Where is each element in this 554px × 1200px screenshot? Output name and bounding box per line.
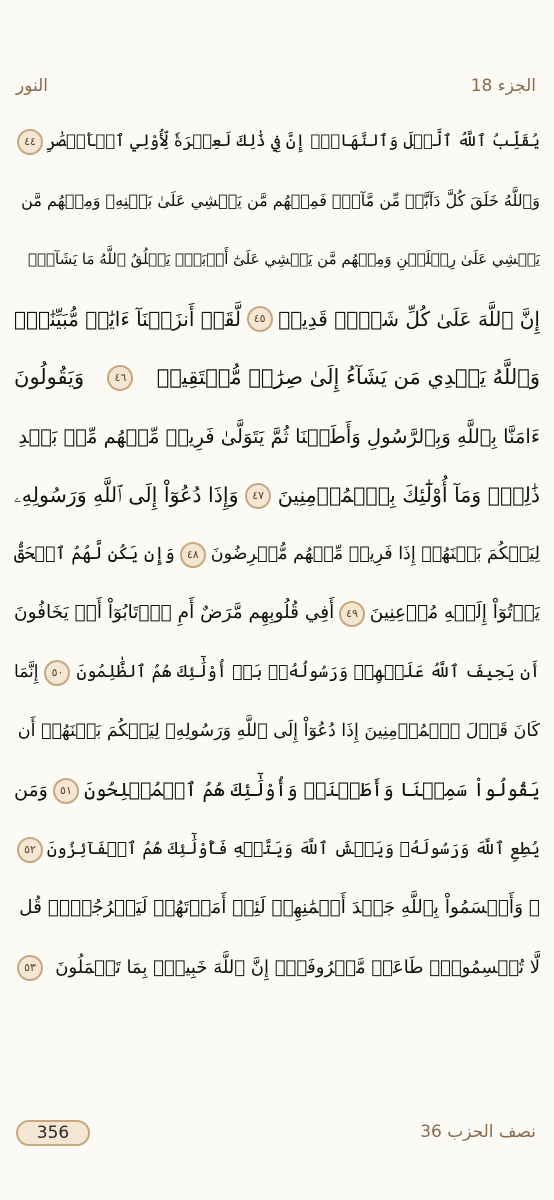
juz-label: الجزء 18 — [470, 76, 536, 96]
ayah-number-marker: ٤٥ — [247, 306, 273, 332]
verse-text: لَّقَدۡ أَنزَلۡنَآ ءَايَٰتٖ مُّبَيِّنَٰتٖۚ — [14, 306, 241, 331]
verse-line — [14, 289, 540, 348]
verse-line — [14, 879, 540, 938]
verse-text: إِنَّ ٱللَّهَ عَلَىٰ كُلِّ شَيۡءٖ قَدِيرٞ — [278, 306, 540, 331]
verse-line — [14, 348, 540, 407]
ayah-number-marker: ٤٩ — [339, 601, 365, 627]
verse-text: وَمَن — [14, 779, 48, 801]
verse-text: يُطِعِ ٱللَّهَ وَرَسُولَهُۥ وَيَخۡشَ ٱللَّهَ وَيَتَّقۡهِ فَأُوْلَٰٓئِكَ هُمُ ٱلۡفَآئِزُونَ — [46, 839, 540, 859]
verse-line — [14, 938, 540, 997]
ayah-number-marker: ٤٧ — [245, 483, 271, 509]
ayah-number-marker: ٥٢ — [17, 837, 43, 863]
verse-text: وَٱللَّهُ خَلَقَ كُلَّ دَآبَّةٖ مِّن مَّآءٖۖ فَمِنۡهُم مَّن يَمۡشِي عَلَىٰ بَطۡنِهِۦ وَمِنۡهُم مَّن — [21, 190, 540, 210]
surah-name: النور — [16, 76, 49, 96]
verse-line — [14, 761, 540, 820]
verse-line — [14, 112, 540, 171]
ayah-number-marker: ٤٨ — [180, 542, 206, 568]
verse-line — [14, 820, 540, 879]
page-number-badge — [16, 1120, 90, 1146]
ayah-number-marker: ٥٣ — [17, 955, 43, 981]
quran-text — [14, 112, 540, 997]
verse-text: وَإِذَا دُعُوٓاْ إِلَى ٱللَّهِ وَرَسُولِهِۦ — [14, 483, 239, 508]
verse-text: يَمۡشِي عَلَىٰ رِجۡلَيۡنِ وَمِنۡهُم مَّن يَمۡشِي عَلَىٰٓ أَرۡبَعٖۚ يَخۡلُقُ ٱللَّهُ مَا يَشَآءُۚ — [28, 250, 540, 268]
verse-text: يُقَلِّبُ ٱللَّهُ ٱلَّيۡلَ وَٱلنَّهَارَۚ إِنَّ فِي ذَٰلِكَ لَعِبۡرَةٗ لِّأُوْلِي ٱلۡأَبۡصَٰرِ — [46, 131, 540, 151]
verse-text: لِيَحۡكُمَ بَيۡنَهُمۡ إِذَا فَرِيقٞ مِّنۡهُم مُّعۡرِضُونَ — [210, 543, 540, 564]
verse-line — [14, 643, 540, 702]
ayah-number-marker: ٥١ — [53, 778, 79, 804]
ayah-number-marker: ٤٦ — [107, 365, 133, 391]
verse-text: ۞ وَأَقۡسَمُواْ بِٱللَّهِ جَهۡدَ أَيۡمَٰنِهِمۡ لَئِنۡ أَمَرۡتَهُمۡ لَيَخۡرُجُنَّۖ قُل — [19, 897, 540, 919]
verse-line — [14, 525, 540, 584]
verse-text: ءَامَنَّا بِٱللَّهِ وَبِٱلرَّسُولِ وَأَطَعۡنَا ثُمَّ يَتَوَلَّىٰ فَرِيقٞ مِّنۡهُم مِّنۢ بَعۡدِ — [18, 424, 540, 448]
verse-line — [14, 466, 540, 525]
verse-text: يَقُولُواْ سَمِعۡنَا وَأَطَعۡنَاۚ وَأُوْلَٰٓئِكَ هُمُ ٱلۡمُفۡلِحُونَ — [84, 779, 540, 801]
verse-line — [14, 171, 540, 230]
verse-text: لَّا تُقۡسِمُواْۖ طَاعَةٞ مَّعۡرُوفَةٌۚ إِنَّ ٱللَّهَ خَبِيرُۢ بِمَا تَعۡمَلُونَ — [55, 956, 540, 978]
verse-text: كَانَ قَوۡلَ ٱلۡمُؤۡمِنِينَ إِذَا دُعُوٓاْ إِلَى ٱللَّهِ وَرَسُولِهِۦ لِيَحۡكُمَ بَيۡنَهُمۡ أَن — [17, 720, 540, 741]
verse-line — [14, 584, 540, 643]
verse-line — [14, 407, 540, 466]
verse-line — [14, 230, 540, 289]
verse-text: يَأۡتُوٓاْ إِلَيۡهِ مُذۡعِنِينَ — [369, 602, 540, 624]
page-number: 356 — [36, 1123, 70, 1143]
verse-text: وَٱللَّهُ يَهۡدِي مَن يَشَآءُ إِلَىٰ صِرَٰطٖ مُّسۡتَقِيمٖ — [156, 365, 540, 389]
verse-text: أَفِي قُلُوبِهِم مَّرَضٌ أَمِ ٱرۡتَابُوٓاْ أَمۡ يَخَافُونَ — [14, 602, 335, 624]
verse-text: وَإِن يَكُن لَّهُمُ ٱلۡحَقُّ — [14, 543, 175, 564]
verse-text: أَن يَحِيفَ ٱللَّهُ عَلَيۡهِمۡ وَرَسُولُهُۥۚ بَلۡ أُوْلَٰٓئِكَ هُمُ ٱلظَّٰلِمُونَ — [76, 662, 540, 682]
ayah-number-marker: ٤٤ — [17, 129, 43, 155]
page-header — [0, 76, 554, 100]
ayah-number-marker: ٥٠ — [44, 660, 70, 686]
verse-text: وَيَقُولُونَ — [14, 365, 85, 389]
verse-text: إِنَّمَا — [14, 662, 39, 682]
hizb-label: نصف الحزب 36 — [420, 1122, 536, 1142]
verse-text: ذَٰلِكَۚ وَمَآ أُوْلَٰٓئِكَ بِٱلۡمُؤۡمِنِينَ — [277, 483, 540, 508]
page-footer — [0, 1120, 554, 1148]
verse-line — [14, 702, 540, 761]
